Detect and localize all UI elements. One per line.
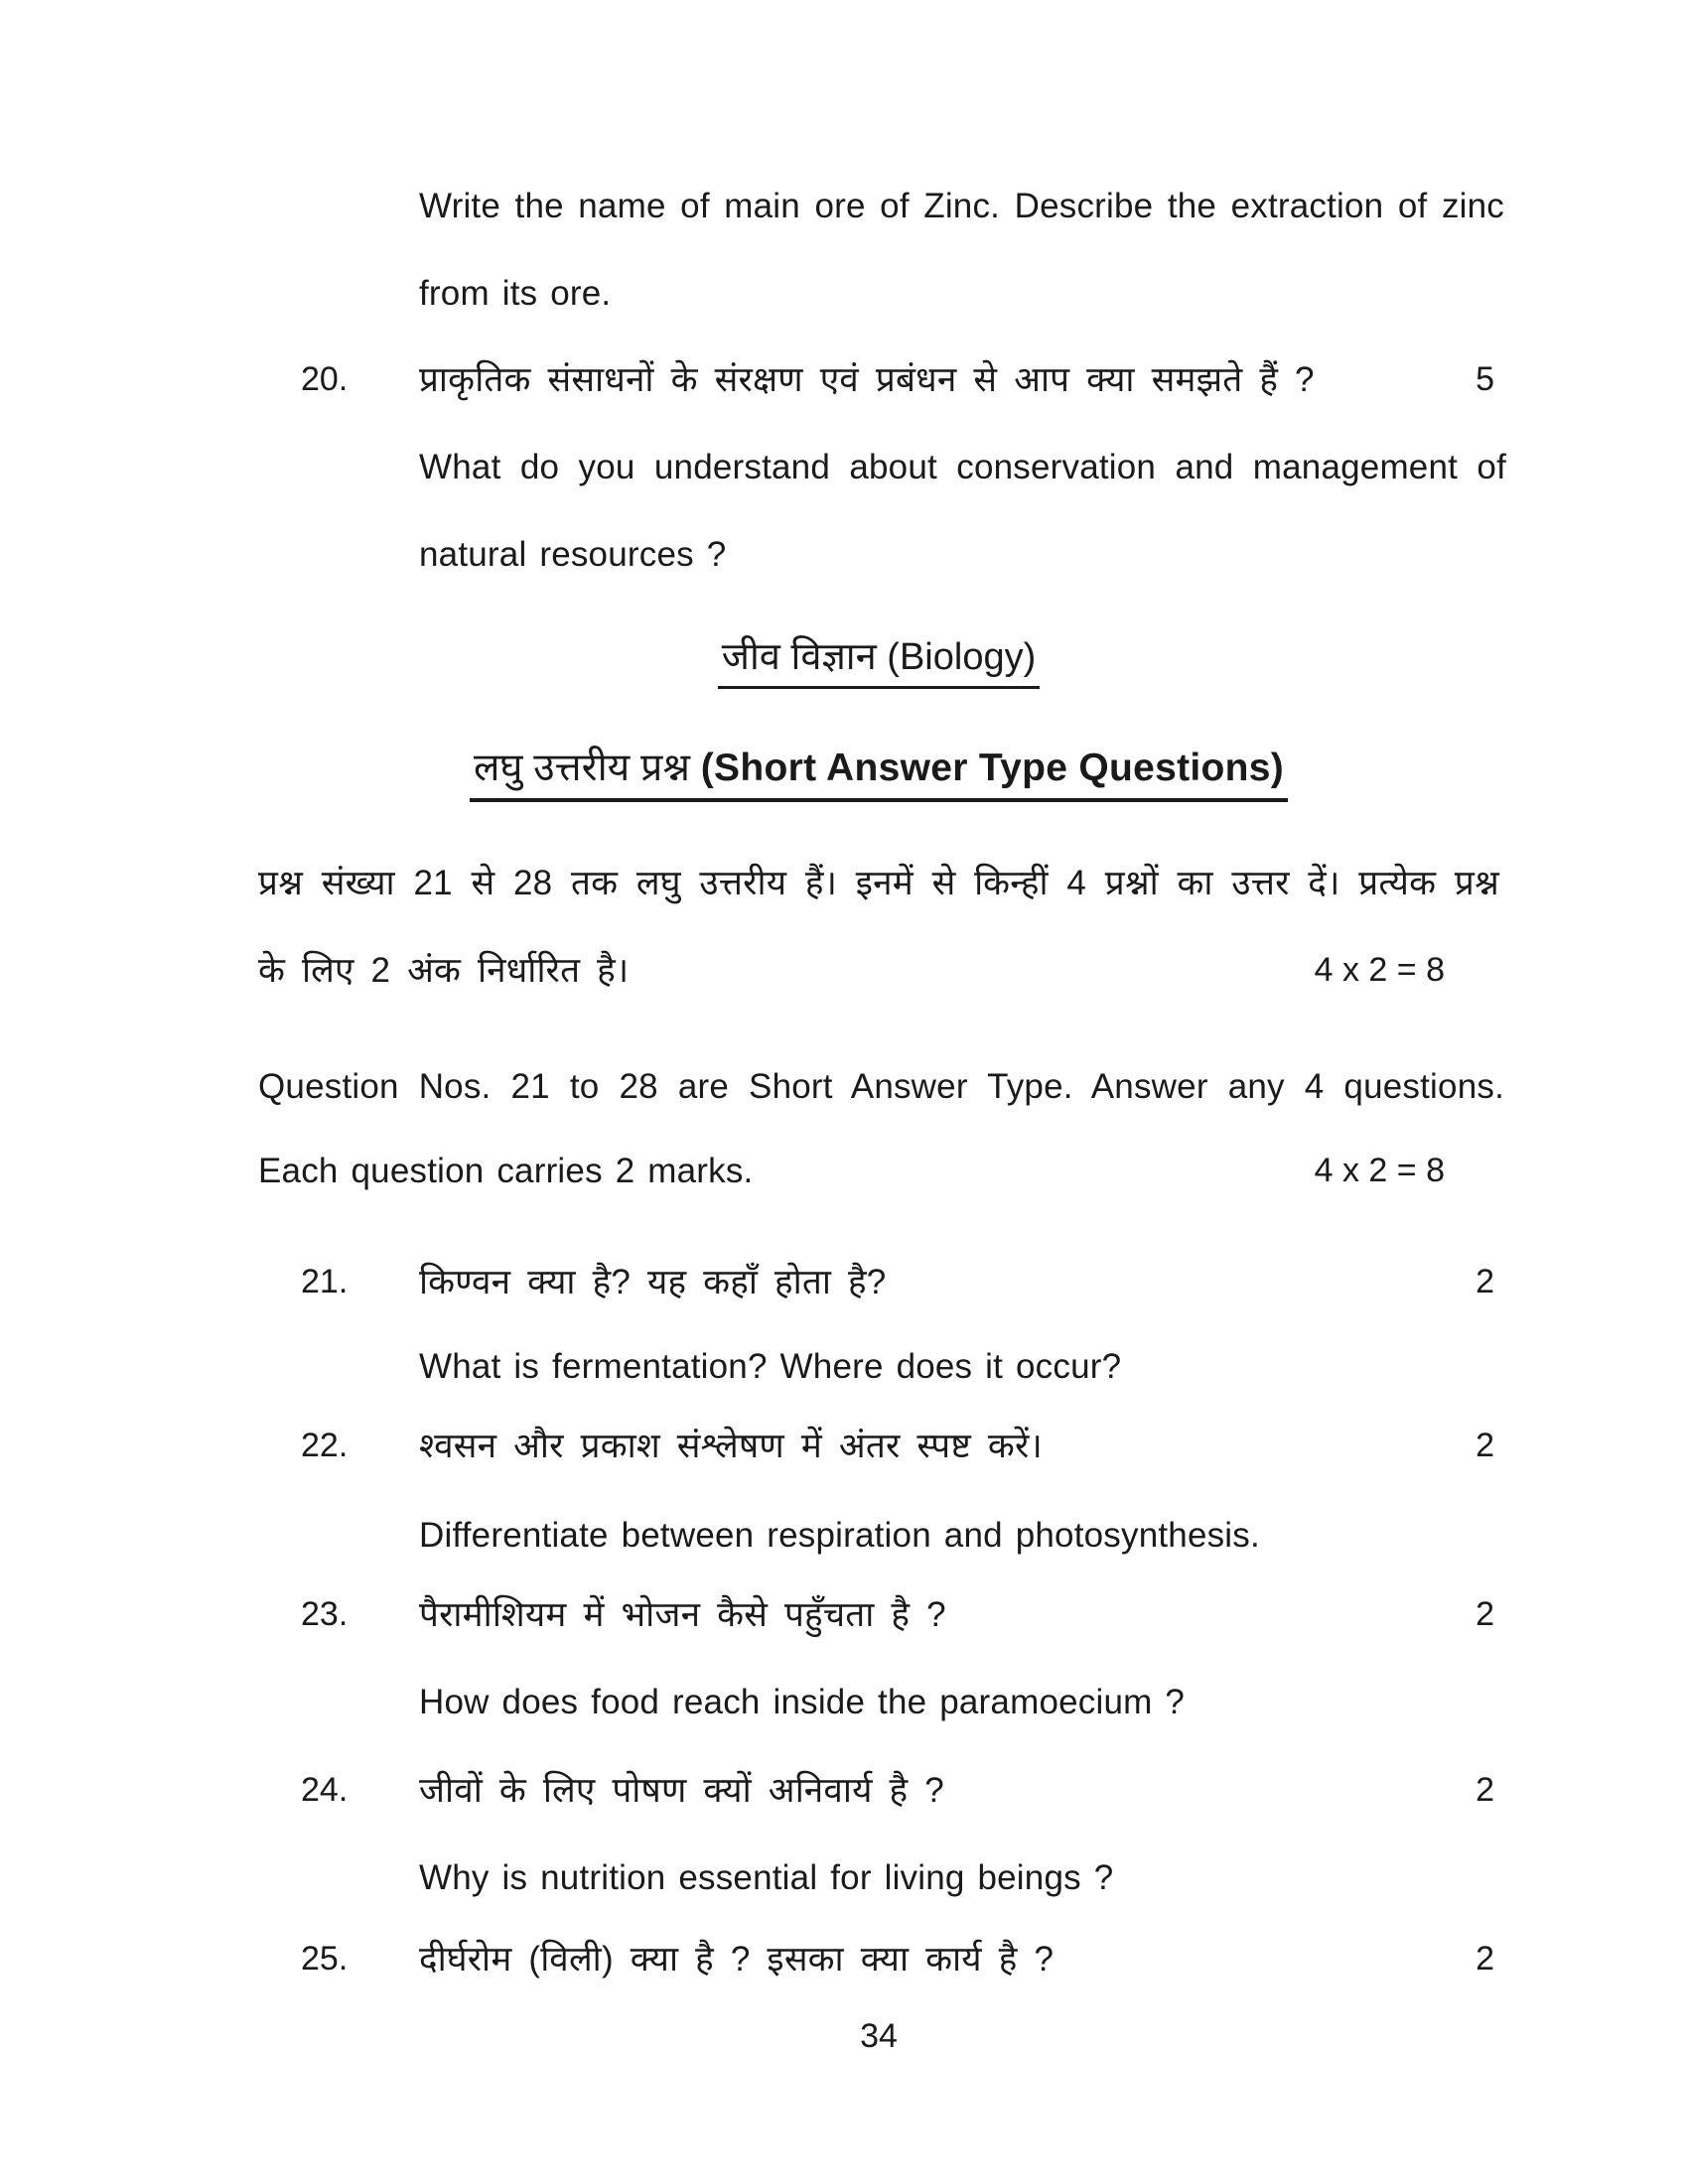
subsection-title-hindi: लघु उत्तरीय प्रश्न (473, 747, 690, 789)
question-24-number: 24. (301, 1771, 349, 1809)
question-24-hindi-text: जीवों के लिए पोषण क्यों अनिवार्य है ? (419, 1771, 944, 1810)
subsection-heading (258, 747, 1499, 802)
question-21-number: 21. (301, 1263, 349, 1300)
question-23-english-text: How does food reach inside the paramoecium ? (419, 1683, 1186, 1721)
question-23-hindi-text: पैरामीशियम में भोजन कैसे पहुँचता है ? (419, 1595, 946, 1634)
instructions-english-line2: Each question carries 2 marks. (258, 1152, 754, 1190)
q19-english-line1: Write the name of main ore of Zinc. Describe the extraction of zinc (419, 187, 1504, 225)
question-22-hindi-text: श्वसन और प्रकाश संश्लेषण में अंतर स्पष्ट करें। (419, 1427, 1043, 1465)
question-24-marks: 2 (1476, 1771, 1494, 1809)
question-21-hindi-text: किण्वन क्या है? यह कहाँ होता है? (419, 1263, 887, 1301)
question-20-number: 20. (301, 360, 349, 398)
q19-english-line2: from its ore. (419, 274, 612, 313)
section-title-hindi: जीव विज्ञान (721, 636, 877, 678)
question-20-english-line2: natural resources ? (419, 535, 727, 574)
subsection-heading-underlined (470, 747, 1288, 802)
instructions-english-line1: Question Nos. 21 to 28 are Short Answer Type. Answer any 4 questions. (258, 1067, 1504, 1106)
question-23-number: 23. (301, 1595, 349, 1633)
question-23-marks: 2 (1476, 1595, 1494, 1633)
question-20-english-line1: What do you understand about conservation and management of (419, 448, 1506, 486)
question-21-english-text: What is fermentation? Where does it occur? (419, 1347, 1122, 1386)
question-25-number: 25. (301, 1940, 349, 1978)
instructions-english-marks-formula: 4 x 2 = 8 (1314, 1152, 1445, 1189)
section-heading (258, 636, 1499, 689)
instructions-hindi-line1: प्रश्न संख्या 21 से 28 तक लघु उत्तरीय हैं। इनमें से किन्हीं 4 प्रश्नों का उत्तर दें। प्रत्येक प्रश्न (258, 864, 1499, 902)
section-heading-underlined (718, 636, 1041, 689)
question-25-marks: 2 (1476, 1940, 1494, 1978)
question-20-hindi-text: प्राकृतिक संसाधनों के संरक्षण एवं प्रबंधन से आप क्या समझते हैं ? (419, 360, 1315, 399)
subsection-title-english: (Short Answer Type Questions) (700, 747, 1285, 789)
section-title-english: (Biology) (887, 636, 1037, 678)
instructions-hindi-marks-formula: 4 x 2 = 8 (1314, 951, 1445, 989)
question-24-english-text: Why is nutrition essential for living beings ? (419, 1858, 1114, 1897)
question-22-english-text: Differentiate between respiration and photosynthesis. (419, 1516, 1260, 1555)
question-21-marks: 2 (1476, 1263, 1494, 1300)
question-25-hindi-text: दीर्घरोम (विली) क्या है ? इसका क्या कार्य है ? (419, 1940, 1055, 1979)
question-20-marks: 5 (1476, 360, 1494, 398)
instructions-hindi-line2: के लिए 2 अंक निर्धारित है। (258, 951, 630, 990)
page-number: 34 (860, 2017, 898, 2055)
question-22-number: 22. (301, 1427, 349, 1464)
question-22-marks: 2 (1476, 1427, 1494, 1464)
